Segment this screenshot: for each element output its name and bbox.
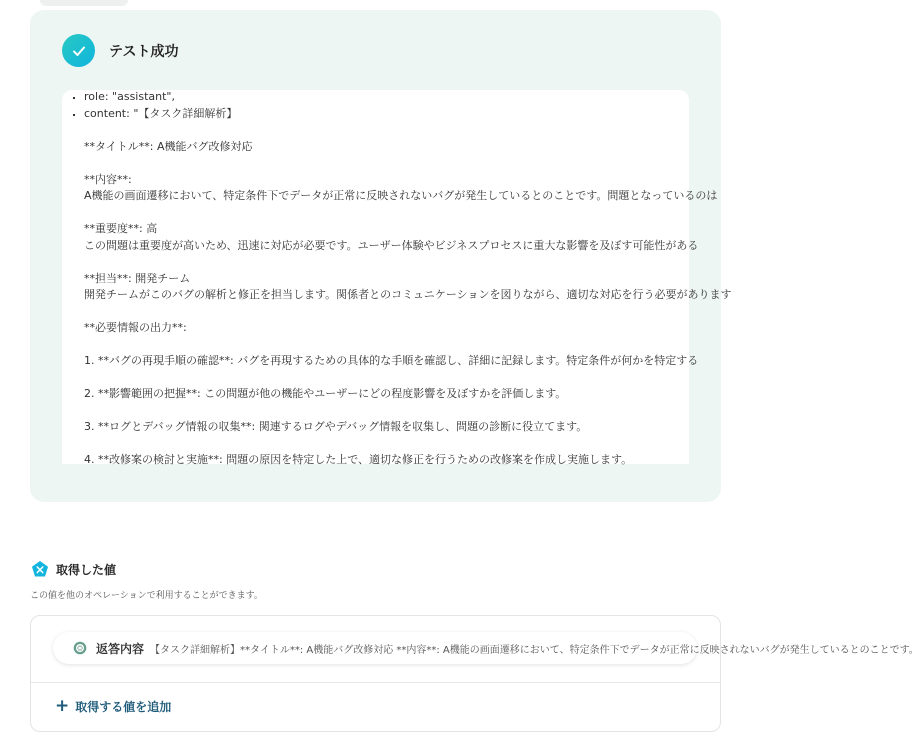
output-list xyxy=(62,89,732,469)
acquired-value-text: 【タスク詳細解析】**タイトル**: A機能バグ改修対応 **内容**: A機能の画面遷移において、特定条件下でデータが正常に反映されないバグが発生しているとのことです。 xyxy=(150,644,919,656)
acquired-values-card xyxy=(30,615,919,732)
check-circle-icon xyxy=(62,34,95,67)
test-success-title: テスト成功 xyxy=(109,43,179,60)
output-item-content xyxy=(84,106,732,469)
plus-icon: + xyxy=(55,696,70,716)
add-value-label: 取得する値を追加 xyxy=(75,700,172,714)
output-item-content-label: content: "【タスク詳細解析】 xyxy=(84,106,238,120)
previous-section-stub xyxy=(40,0,128,6)
output-content-body: **タイトル**: A機能バグ改修対応 **内容**: A機能の画面遷移において、特定条件下でデータが正常に反映されないバグが発生しているとのことです。問題となっているのは **重要度**: 高 この問題は重要度が高いため、迅速に対応が必要です。ユーザー体験やビジネスプロセスに重大な影響を及ぼす可能性がある **担当**: 開発チーム 開発チームがこのバグの解析と修正を担当します。関係者とのコミュニケーションを図りながら、適切な対応を行う必要があります **必要情報の出力**: 1. **バグの再現手順の確認**: バグを再現するための具体的な手順を確認し、詳細に記録します。特定条件が何かを特定する 2. **影響範囲の把握**: この問題が他の機能やユーザーにどの程度影響を及ぼすかを評価します。 3. **ログとデバッグ情報の収集**: 関連するログやデバッグ情報を収集し、問題の診断に役立てます。 4. **改修案の検討と実施**: 問題の原因を特定した上で、適切な修正を行うための改修案を作成し実施します。 xyxy=(84,139,732,466)
test-success-header xyxy=(62,34,178,67)
acquired-values-description: この値を他のオペレーションで利用することができます。 xyxy=(30,591,263,601)
acquired-value-label: 返答内容 xyxy=(96,641,145,656)
add-value-button[interactable] xyxy=(55,698,171,715)
acquired-value-pill[interactable] xyxy=(53,632,919,664)
openai-icon xyxy=(73,641,87,655)
output-item-role: ▪ role: "assistant", xyxy=(84,89,689,106)
card-divider xyxy=(31,682,720,683)
test-output-box[interactable] xyxy=(62,90,732,466)
pentagon-x-icon xyxy=(31,560,49,578)
test-result-panel xyxy=(30,10,732,502)
acquired-values-title: 取得した値 xyxy=(56,562,117,577)
acquired-values-header xyxy=(31,560,116,578)
